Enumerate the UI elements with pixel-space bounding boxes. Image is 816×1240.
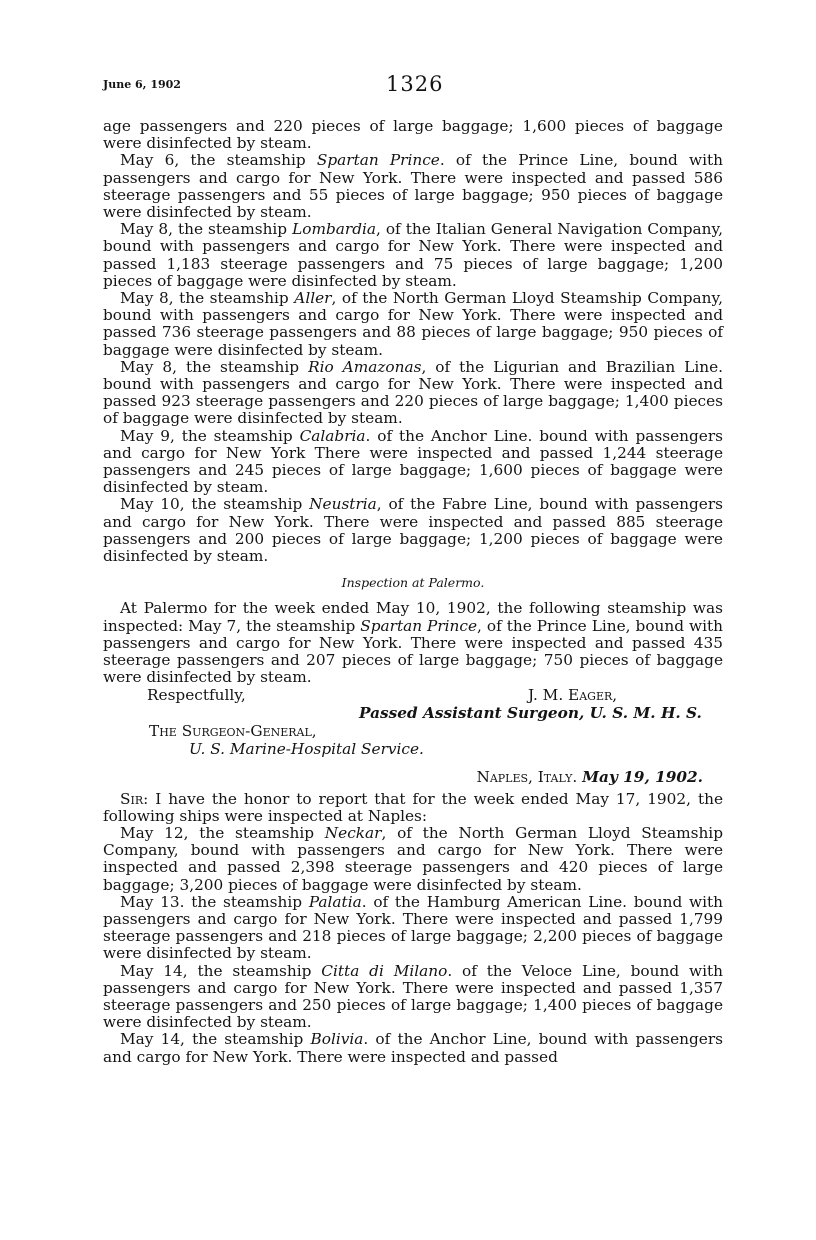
ship-name: Citta di Milano — [321, 961, 448, 980]
paragraph-text: May 8, the steamship — [120, 220, 293, 239]
paragraph-text: May 14, the steamship — [120, 961, 322, 980]
ship-name: Bolivia — [310, 1030, 364, 1049]
paragraph-text: , of the North German Lloyd Steamship Company, bound with passengers and cargo for New York. There were inspected and passed 2,398 steerage passengers and 420 pieces of large baggage; 3,200 pieces of baggage were disinfected by steam. — [103, 823, 723, 894]
ship-name: Spartan Prince — [316, 151, 440, 170]
paragraph-text: May 10, the steamship — [120, 495, 310, 514]
paragraph-text: age passengers and 220 pieces of large baggage; 1,600 pieces of baggage were disinfected by steam. — [103, 117, 723, 153]
salutation-paragraph — [103, 791, 723, 825]
paragraph-text: . of the Hamburg American Line. bound with passengers and cargo for New York. There were inspected and passed 1,799 steerage passengers and 218 pieces of large baggage; 2,200 pieces of baggage were disinfected by steam. — [103, 892, 723, 963]
signature-line — [103, 687, 723, 705]
report-paragraph — [103, 894, 723, 963]
report-paragraph — [103, 290, 723, 359]
report-paragraphs-a — [103, 118, 723, 565]
report-paragraph — [103, 221, 723, 290]
report-paragraph — [103, 359, 723, 428]
dateline-place: Naples, Italy. — [476, 767, 578, 786]
report-paragraph — [103, 1031, 723, 1065]
ship-name: Neustria — [309, 495, 377, 514]
signer-title: Passed Assistant Surgeon, U. S. M. H. S. — [359, 703, 702, 722]
paragraph-text: . of the Prince Line, bound with passengers and cargo for New York. There were inspected and passed 586 steerage passengers and 55 pieces of large baggage; 950 pieces of baggage were disinfected by steam. — [103, 151, 724, 222]
signer-name: J. M. Eager, — [528, 685, 618, 704]
signer-title-line — [103, 705, 723, 723]
ship-name: Palatia — [308, 892, 362, 911]
paragraph-text: . of the Veloce Line, bound with passengers and cargo for New York. There were inspected and passed 1,357 steerage passengers and 250 pieces of large baggage; 1,400 pieces of baggage were disinfected by steam. — [103, 961, 723, 1032]
paragraph-text: May 12, the steamship — [120, 823, 325, 842]
report-paragraph — [103, 963, 723, 1032]
paragraph-text: . of the Anchor Line, bound with passengers and cargo for New York. There were inspected and passed — [103, 1030, 723, 1066]
ship-name: Lombardia — [292, 220, 376, 239]
paragraph-text: , of the Ligurian and Brazilian Line. bound with passengers and cargo for New York. There were inspected and passed 923 steerage passengers and 220 pieces of large baggage; 1,400 pieces of baggage were disinfected by steam. — [103, 357, 723, 428]
report-paragraph — [103, 496, 723, 565]
paragraph-text: May 6, the steamship — [120, 151, 317, 170]
report-paragraph — [103, 118, 723, 152]
closing: Respectfully, — [147, 685, 246, 704]
document-body — [103, 118, 723, 1066]
paragraph-text: May 14, the steamship — [120, 1030, 311, 1049]
page-number: 1326 — [386, 72, 444, 96]
ship-name: Neckar — [324, 823, 382, 842]
paragraph-text: I have the honor to report that for the week ended May 17, 1902, the following ships were inspected at Naples: — [103, 789, 723, 825]
paragraph-text: May 13. the steamship — [120, 892, 309, 911]
paragraph-text: . of the Anchor Line. bound with passengers and cargo for New York There were inspected and passed 1,244 steerage passengers and 245 pieces of large baggage; 1,600 pieces of baggage were disinfected by steam. — [103, 426, 723, 497]
report-paragraph — [103, 428, 723, 497]
addressee-service: U. S. Marine-Hospital Service. — [189, 739, 424, 758]
paragraph-text: May 9, the steamship — [120, 426, 300, 445]
ship-name: Calabria — [299, 426, 366, 445]
addressee: The Surgeon-General, — [149, 721, 317, 740]
salutation: Sir: — [120, 789, 149, 808]
ship-name: Aller — [294, 289, 332, 308]
paragraph-text: , of the North German Lloyd Steamship Company, bound with passengers and cargo for New York. There were inspected and passed 736 steerage passengers and 88 pieces of large baggage; 950 pieces of baggage were disinfected by steam. — [103, 289, 723, 359]
dateline — [103, 769, 723, 791]
report-paragraphs-b — [103, 825, 723, 1066]
section-title: Inspection at Palermo. — [341, 575, 485, 591]
paragraph-text: , of the Fabre Line, bound with passengers and cargo for New York. There were inspected and passed 885 steerage passengers and 200 pieces of large baggage; 1,200 pieces of baggage were disinfected by steam. — [103, 495, 723, 566]
ship-name: Spartan Prince — [360, 616, 478, 635]
header-date: June 6, 1902 — [103, 78, 181, 91]
report-paragraph — [103, 152, 723, 221]
paragraph-text: , of the Italian General Navigation Company, bound with passengers and cargo for New York. There were inspected and passed 1,183 steerage passengers and 75 pieces of large baggage; 1,200 pieces of baggage were disinfected by steam. — [103, 220, 723, 290]
paragraph-text: May 8, the steamship — [120, 357, 309, 376]
report-paragraph — [103, 825, 723, 894]
paragraph-text: , of the Prince Line, bound with passengers and cargo for New York. There were inspected and passed 435 steerage passengers and 207 pieces of large baggage; 750 pieces of baggage were disinfected by steam. — [103, 616, 723, 687]
dateline-date: May 19, 1902. — [582, 767, 703, 786]
ship-name: Rio Amazonas — [308, 357, 422, 376]
paragraph-text: At Palermo for the week ended May 10, 1902, the following steamship was inspected: May 7, the steamship — [103, 599, 723, 635]
paragraph-text: May 8, the steamship — [120, 289, 295, 308]
palermo-paragraph — [103, 600, 723, 686]
